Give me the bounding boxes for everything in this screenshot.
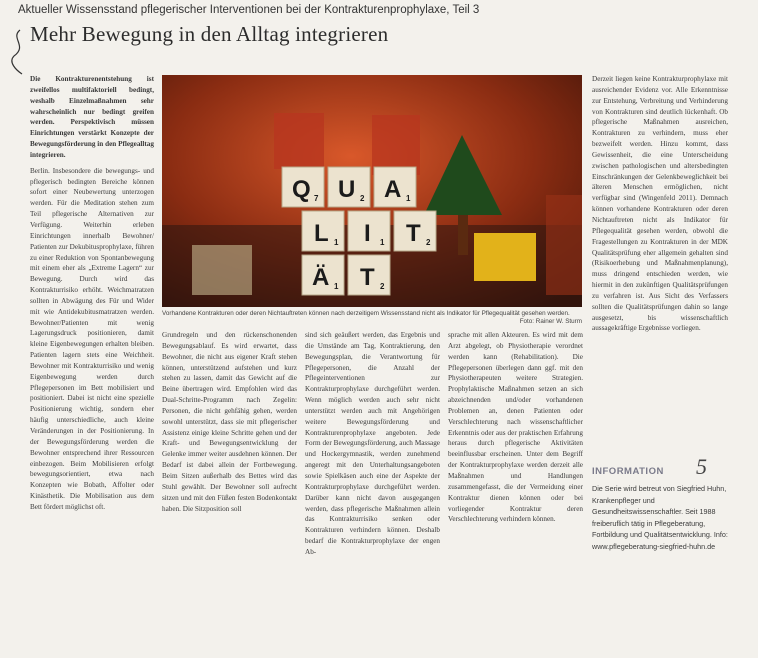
svg-text:1: 1 [406,194,411,203]
column-2 [162,330,297,658]
information-text: Die Serie wird betreut von Siegfried Huhn, Krankenpfleger und Gesundheitswissenschaftler. Seit 1988 freiberuflich tätig in Pflegeberatung, Fortbildung und Qualitätsentwicklung. Info: www.pflegeberatung-siegfried-huhn.de [592,484,728,551]
svg-text:A: A [384,176,402,203]
svg-text:T: T [360,264,375,291]
series-kicker: Aktueller Wissensstand pflegerischer Interventionen bei der Kontrakturenprophylaxe, Teil 3 [18,4,480,16]
article-headline: Mehr Bewegung in den Alltag integrieren [30,22,389,46]
column-5-body: Derzeit liegen keine Kontrakturprophylaxe mit ausreichender Evidenz vor. Alle Erkenntnisse zur Entstehung, Verbreitung und Verhinderung von Kontrakturen sind deutlich lückenhaft. Ob pflegerische Maßnahmen ausreichen, Kontrakturen zu verhindern, muss eher bezweifelt werden. Hinzu kommt, dass Gewissenheit, die eine Unterscheidung zwischen pathologischen und altersbedingten Einschränkungen der Gelenkbeweglichkeit bei älteren Menschen ermöglichen, nicht verfügbar sind (Wingenfeld 2011). Demnach können vorhandene Kontrakturen oder deren Nichtauftreten nicht als Indikator für Pflegequalität gesehen werden, obwohl die Fragestellungen zu Kontrakturen in der MDK Qualitätsprüfung eher allgemein gehalten sind (Risikoerhebung und Maßnahmenplanung), muss dringend entschieden werden, wie hiermit in den zukünftigen Qualitätsprüfungen zu verfahren ist. Aus Sicht des Verfassers sollten die Qualitätsprüfungen dahin so lange ausgesetzt, bis wissenschaftlich aussagekräftige Ergebnisse vorliegen. [592,75,728,333]
column-3-body: sind sich geäußert werden, das Ergebnis und die Umstände am Tag, Kontraktierung, den Bewegungsplan, die Verantwortung für Pflegepersonen, die Anzahl der Pflegeinterventionen zur Kontrakturprophylaxe durchgeführt werden. Wenn möglich werden auch sehr nicht unterstützt werden auch mit Angehörigen weitere Bewegungsförderung und Kontrakturenprophylaxe angeboten. Jede Form der Bewegungsförderung, auch Massage und Hockergymnastik, werden zunehmend angeregt mit den Unterhaltungsangeboten sowie Spielkäsen auch eine der Aspekte der Kontrakturprophylaxe durchgeführt werden. Darüber kann nicht davon ausgegangen werden, dass pflegerische Maßnahmen allein das Kontrakturrisiko senken oder Kontrakturen verhindern können. Deshalb bedarf die Kontrakturprophylaxe der engen Ab- [305,331,440,556]
svg-text:1: 1 [334,282,339,291]
svg-text:L: L [314,220,329,247]
tile-u [328,167,370,207]
svg-text:Q: Q [292,176,311,203]
column-4-body: sprache mit allen Akteuren. Es wird mit dem Arzt abgelegt, ob Physiotherapie verordnet werden kann (Rehabilitation). Die Pflegepersonen überlegen dann ggf. mit den Physiotherapeuten weitere Strategien. Prophylaktische Maßnahmen setzen an sich abzeichnenden und/oder vorhandenen Problemen an, denen Patienten oder Verschlechterung nach wissenschaftlicher Erkenntnis oder aus der praktischen Erfahrung heraus durch pflegerische Aktivitäten beeinflussbar erscheinen. Unter dem Begriff der Kontrakturprophylaxe werden derzeit alle Maßnahmen und Handlungen zusammengefasst, die der Vermeidung einer Kontraktur dienen können oder bei vorliegender Kontraktur deren Verschlechterung verhindern können. [448,331,583,524]
svg-text:2: 2 [426,238,431,247]
svg-text:T: T [406,220,421,247]
svg-text:U: U [338,176,356,203]
svg-text:I: I [364,220,371,247]
column-3 [305,330,440,658]
column-1-body: Berlin. Insbesondere die bewegungs- und pflegerisch bedingten Bereiche können sofort einer Neubewertung unterzogen werden. Für die Meditation stehen zum Teil pflegerische Alternativen zur Verfügung. Weiterhin erleben Einrichtungen innerhalb Bewohner/ Patienten zur Dekubitusprophylaxe, führen zu einer Reduktion von Spontanbewegung mit einem eher als „Extreme Lagern“ zur Bewegung. Durch wird das Kontrakturrisiko erhöht. Weichmatratzen sollten in Abwägung des Für und Wider mit wie Antidekubitusmatratzen werden. Bewohner/Patienten mit wenig Lagerungsdruck positionieren, damit kleine Eigenbewegungen erhalten bleiben. Patienten lagern stets eine Weichheit. Bewohner mit Kontrakturrisiko und wenig Eigenbewegung werden durch Pflegepersonen im Bett mobilisiert und positioniert. Dabei ist nicht eine spezielle Positionierung wichtig, sondern eher häufig unterschiedliche, auch kleine Veränderungen in der Positionierung. In der Bewegungsförderung werden die Bewohner entsprechend ihrer Ressourcen einbezogen. Beim Mobilisieren erfolgt bewegungsorientiert, etwa nach Konzepten wie Bobath, Affolter oder Kinästhetik. Die Mobilisation aus dem Bett fördert möglichst oft. [30,166,154,511]
information-heading: INFORMATION [592,466,664,477]
tile-l [302,211,344,251]
column-4 [448,330,583,658]
tile-t1 [394,211,436,251]
article-lead: Die Kontrakturenentstehung ist zweifellos multifaktoriell bedingt, weshalb Einzelmaßnahmen sehr wahrscheinlich nur bedingt greifen werden. Perspektivisch müssen Einrichtungen verstärkt Konzepte der Bewegungsförderung in den Pflegealltag integrieren. [30,75,154,159]
svg-text:2: 2 [380,282,385,291]
tile-q [282,167,324,207]
article-photo [162,75,582,307]
tile-a [374,167,416,207]
tile-t2 [348,255,390,295]
svg-text:2: 2 [360,194,365,203]
photo-caption [162,310,582,325]
svg-text:7: 7 [314,194,319,203]
information-box [592,454,728,616]
svg-text:1: 1 [334,238,339,247]
handwritten-mark-icon [6,28,32,76]
svg-text:Ä: Ä [312,264,330,291]
series-part-number: 5 [696,454,707,479]
column-5 [592,74,728,464]
tile-i [348,211,390,251]
tile-ae [302,255,344,295]
caption-text: Vorhandene Kontrakturen oder deren Nichtauftreten können nach derzeitigem Wissensstand nicht als Indikator für Pflegequalität gesehen werden. [162,310,570,317]
column-1 [30,74,154,658]
column-2-body: Grundregeln und den rückenschonenden Bewegungsablauf. Es wird erwartet, dass Bewohner, die nicht aus eigener Kraft stehen können, unterstützend aufstehen und kurz stehen zu lassen, damit das Gewicht auf die Beine übertragen wird. Empfohlen wird das Dual-Schritte-Programm nach Zegelin: Personen, die nicht gehfähig gehen, werden sowohl unterstützt, dass sie mit pflegerischer Assistenz einige kleine Schritte gehen und der Kraft- und Bewegungsentwicklung der Gelenke immer weiter ausdehnen können. Der Bedarf ist dabei allein der Fortbewegung. Beim Sitzen außerhalb des Bettes wird das Stuhl gewählt. Der Bewohner soll aufrecht sitzen und mit den Füßen festen Bodenkontakt haben. Die Sitzposition soll [162,331,297,513]
svg-text:1: 1 [380,238,385,247]
photo-credit: Foto: Rainer W. Sturm [519,318,582,325]
